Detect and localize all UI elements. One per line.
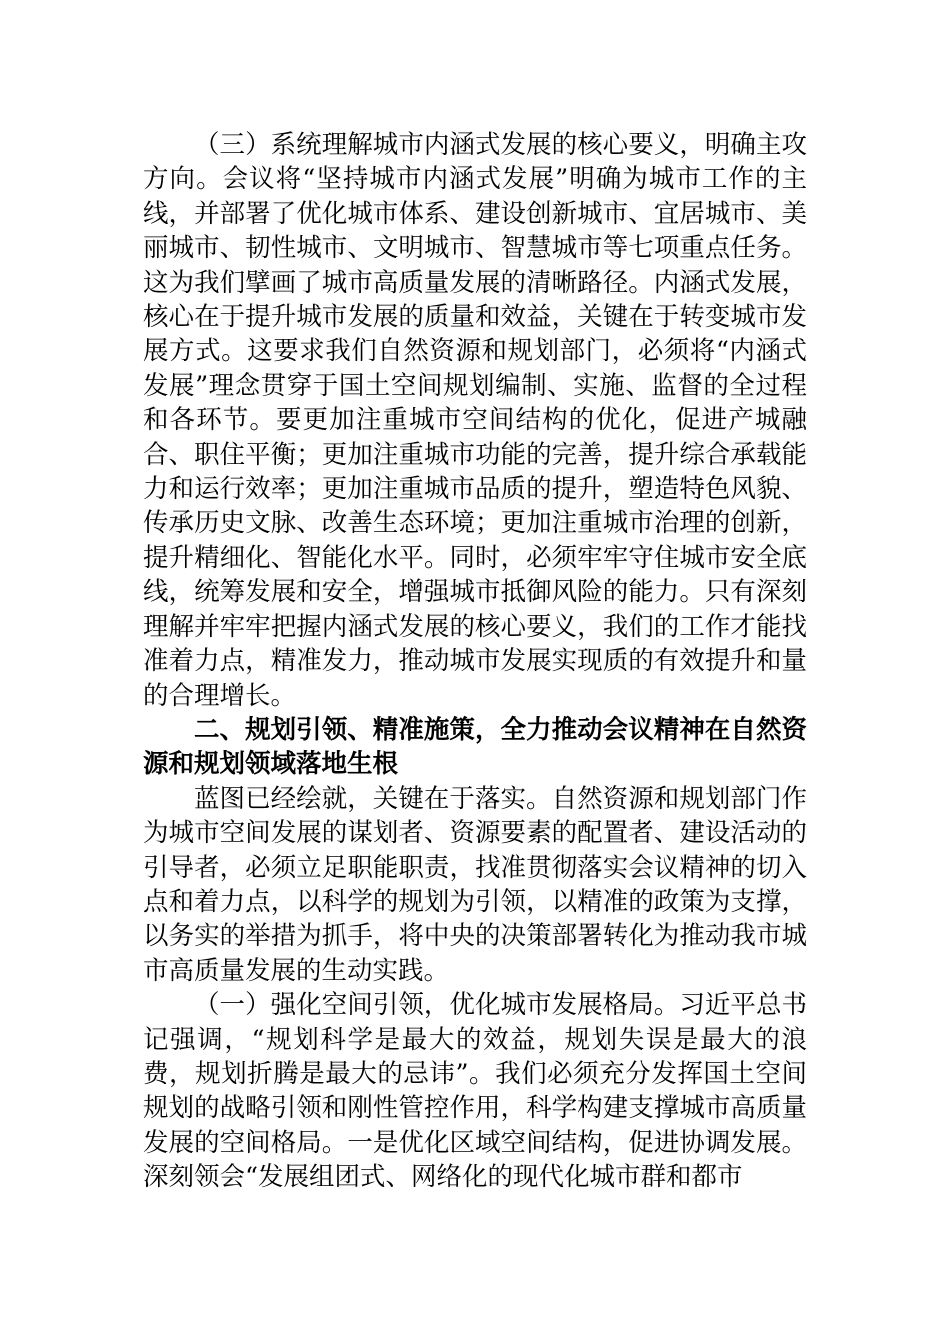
document-page — [143, 128, 807, 1195]
paragraph-blueprint: 蓝图已经绘就，关键在于落实。自然资源和规划部门作为城市空间发展的谋划者、资源要素的配置者、建设活动的引导者，必须立足职能职责，找准贯彻落实会议精神的切入点和着力点，以科学的规划为引领，以精准的政策为支撑，以务实的举措为抓手，将中央的决策部署转化为推动我市城市高质量发展的生动实践。 — [143, 783, 807, 986]
section-heading-two: 二、规划引领、精准施策，全力推动会议精神在自然资源和规划领域落地生根 — [143, 714, 807, 780]
paragraph-spatial-guidance: （一）强化空间引领，优化城市发展格局。习近平总书记强调，“规划科学是最大的效益，规划失误是最大的浪费，规划折腾是最大的忌讳”。我们必须充分发挥国土空间规划的战略引领和刚性管控作用，科学构建支撑城市高质量发展的空间格局。一是优化区域空间结构，促进协调发展。深刻领会“发展组团式、网络化的现代化城市群和都市 — [143, 990, 807, 1193]
paragraph-core-meaning: （三）系统理解城市内涵式发展的核心要义，明确主攻方向。会议将“坚持城市内涵式发展”明确为城市工作的主线，并部署了优化城市体系、建设创新城市、宜居城市、美丽城市、韧性城市、文明城市、智慧城市等七项重点任务。这为我们擘画了城市高质量发展的清晰路径。内涵式发展，核心在于提升城市发展的质量和效益，关键在于转变城市发展方式。这要求我们自然资源和规划部门，必须将“内涵式发展”理念贯穿于国土空间规划编制、实施、监督的全过程和各环节。要更加注重城市空间结构的优化，促进产城融合、职住平衡；更加注重城市功能的完善，提升综合承载能力和运行效率；更加注重城市品质的提升，塑造特色风貌、传承历史文脉、改善生态环境；更加注重城市治理的创新，提升精细化、智能化水平。同时，必须牢牢守住城市安全底线，统筹发展和安全，增强城市抵御风险的能力。只有深刻理解并牢牢把握内涵式发展的核心要义，我们的工作才能找准着力点，精准发力，推动城市发展实现质的有效提升和量的合理增长。 — [143, 130, 807, 711]
